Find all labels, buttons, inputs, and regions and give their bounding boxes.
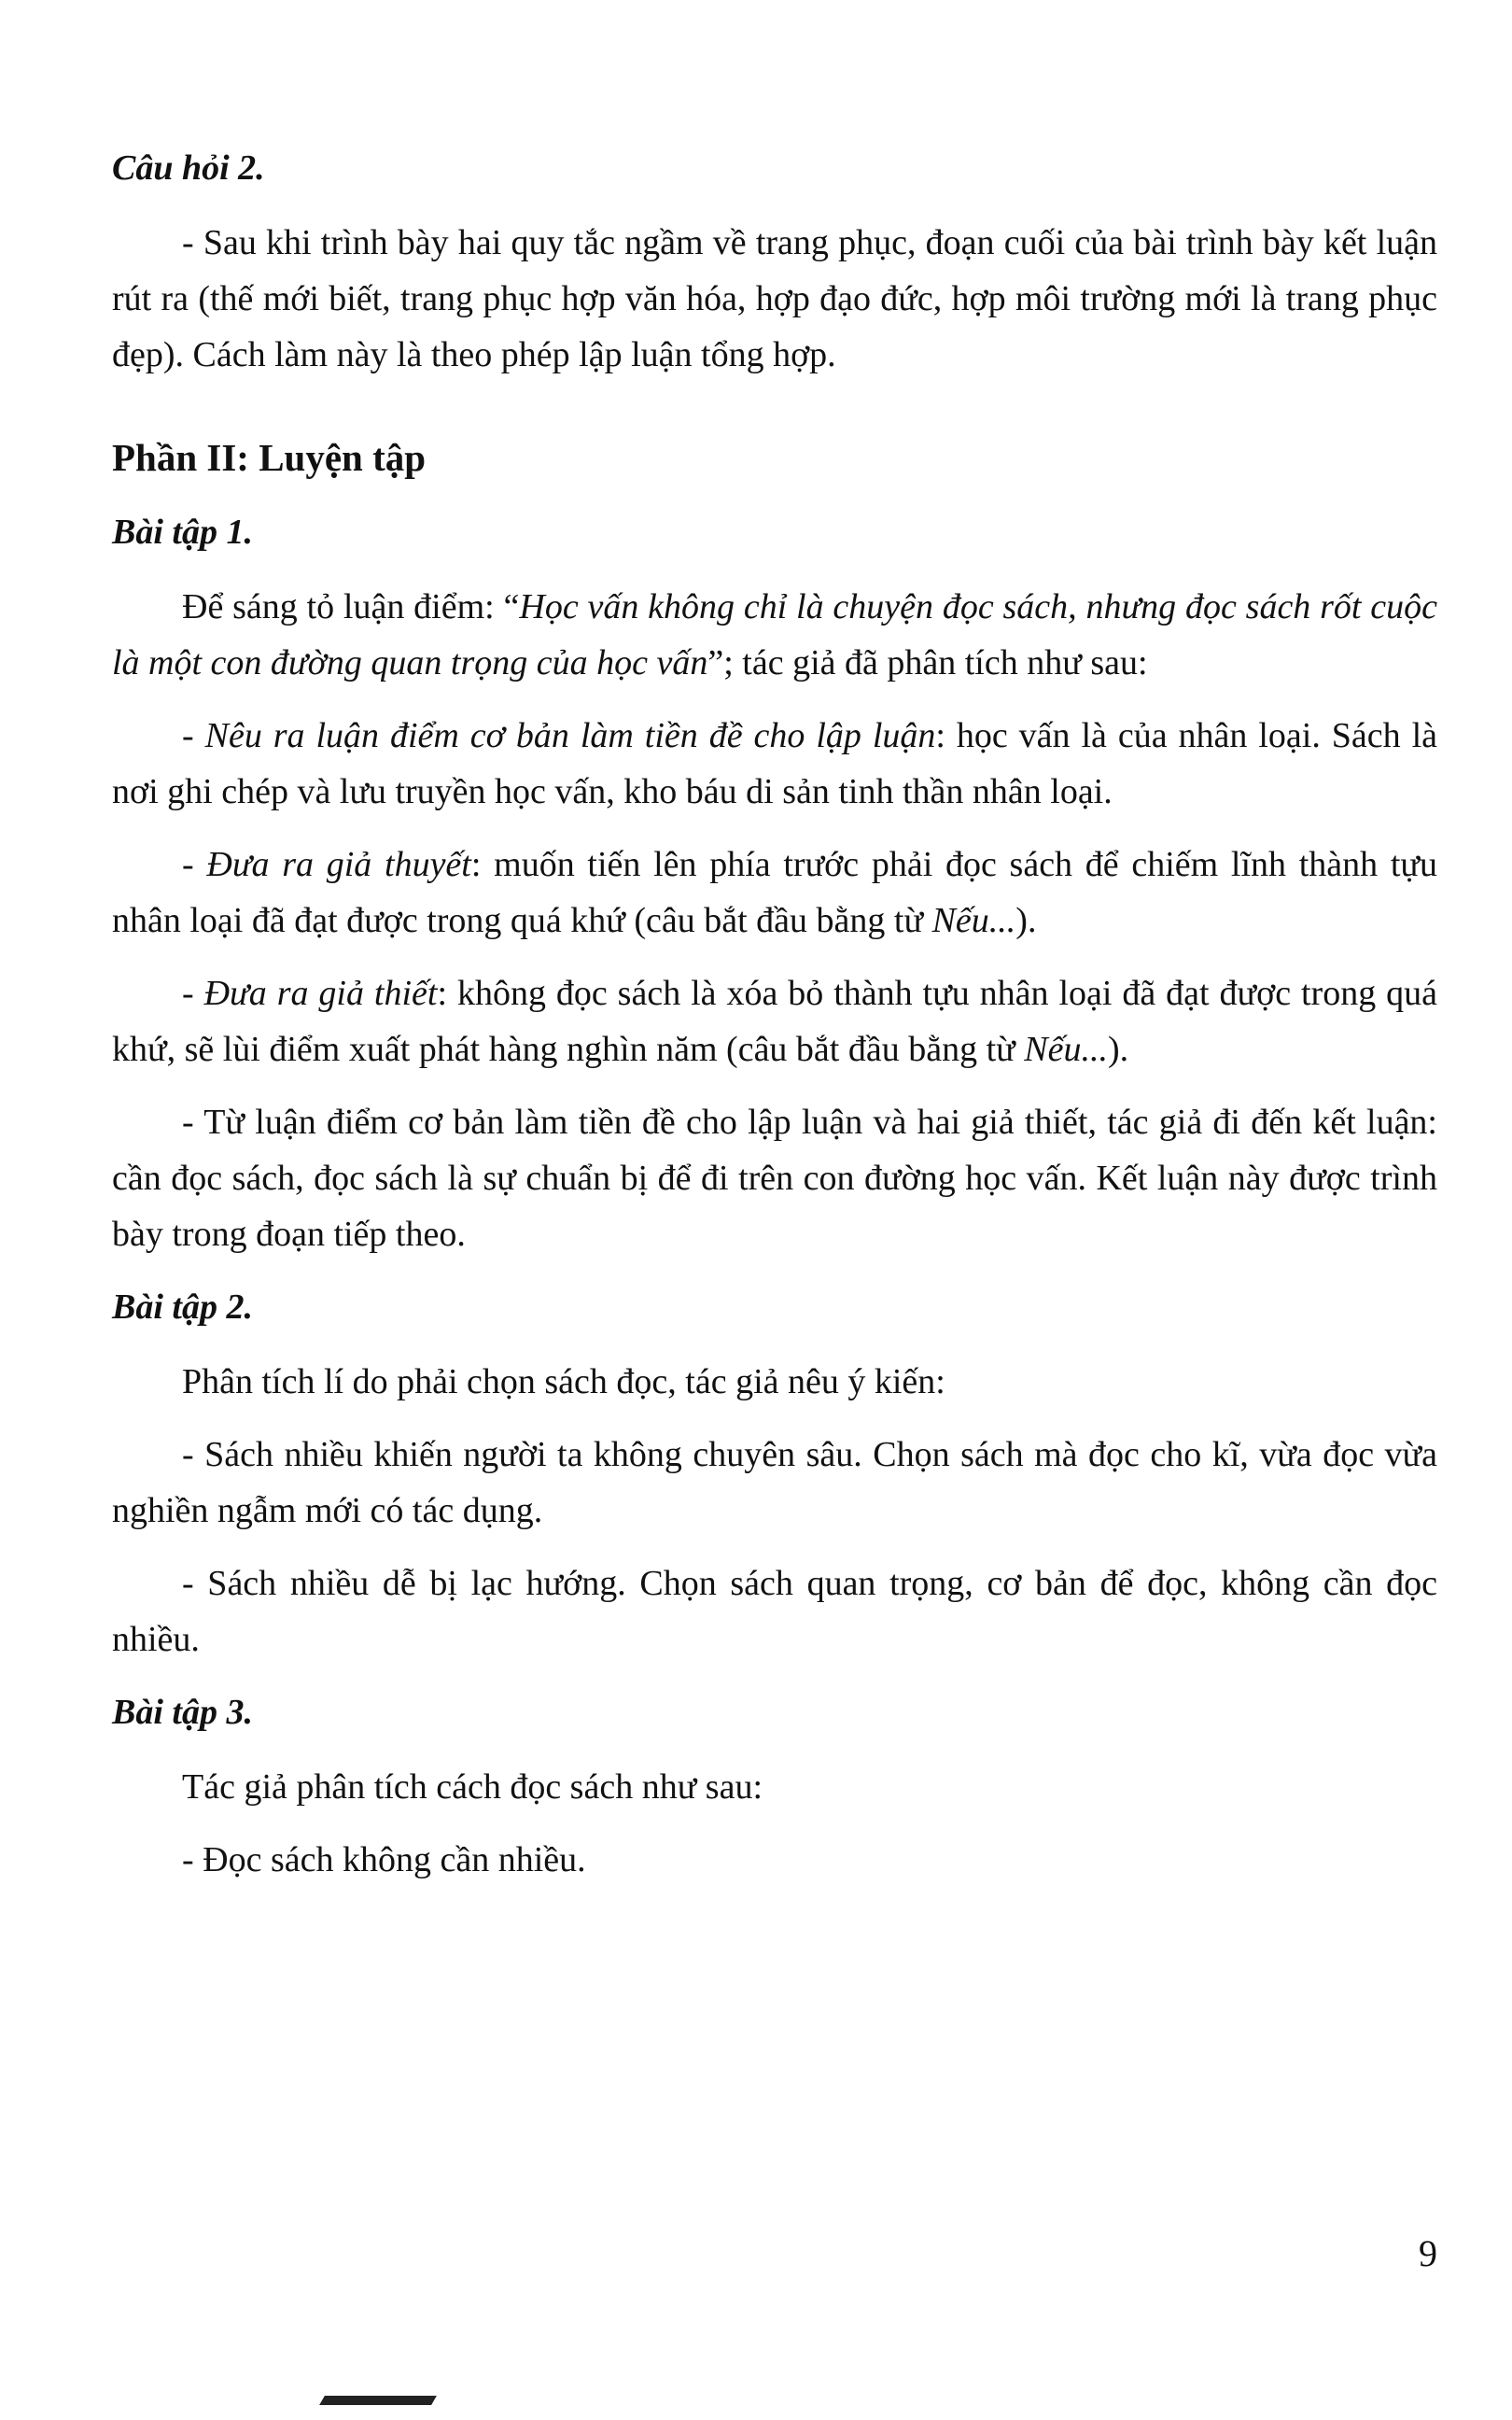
bai-tap-2-item-2: - Sách nhiều dễ bị lạc hướng. Chọn sách quan trọng, cơ bản để đọc, không cần đọc nhiều. [112,1564,1437,1659]
item-3-label: Đưa ra giả thiết [203,974,438,1013]
bai-tap-1-heading: Bài tập 1. [112,513,253,552]
intro-text-b: ”; tác giả đã phân tích như sau: [707,643,1148,682]
bai-tap-2-intro: Phân tích lí do phải chọn sách đọc, tác giả nêu ý kiến: [182,1362,945,1401]
item-2-text: : muốn tiến lên phía trước phải đọc sách để chiếm lĩnh thành tựu nhân loại đã đạt được trong quá khứ (câu bắt đầu bằng từ [112,845,1438,940]
bai-tap-1-item-2: - Đưa ra giả thuyết: muốn tiến lên phía trước phải đọc sách để chiếm lĩnh thành tựu nhân loại đã đạt được trong quá khứ (câu bắt đầu bằng từ Nếu...). [112,845,1438,940]
bai-tap-1-item-3: - Đưa ra giả thiết: không đọc sách là xóa bỏ thành tựu nhân loại đã đạt được trong quá khứ, sẽ lùi điểm xuất phát hàng nghìn năm (câu bắt đầu bằng từ Nếu...). [112,974,1438,1069]
item-2-label: Đưa ra giả thuyết [206,845,471,884]
intro-quote: Học vấn không chỉ là chuyện đọc sách, nhưng đọc sách rốt cuộc là một con đường quan trọng của học vấn [112,587,1437,682]
bai-tap-3-heading: Bài tập 3. [112,1693,253,1732]
scan-artifact-mark [319,2396,437,2405]
item-1-text: : học vấn là của nhân loại. Sách là nơi ghi chép và lưu truyền học vấn, kho báu di sản tinh thần nhân loại. [112,716,1437,811]
phan-ii-heading: Phần II: Luyện tập [112,436,427,479]
item-3-ref: Nếu... [1024,1030,1108,1069]
page-body [112,140,1437,1905]
cau-hoi-2-heading: Câu hỏi 2. [112,148,265,188]
bai-tap-2-item-1: - Sách nhiều khiến người ta không chuyên sâu. Chọn sách mà đọc cho kĩ, vừa đọc vừa nghiền ngẫm mới có tác dụng. [112,1435,1437,1530]
item-3-end: ). [1107,1030,1129,1069]
item-3-text: : không đọc sách là xóa bỏ thành tựu nhân loại đã đạt được trong quá khứ, sẽ lùi điểm xuất phát hàng nghìn năm (câu bắt đầu bằng từ [112,974,1438,1069]
page-number: 9 [1419,2232,1437,2274]
bai-tap-1-intro [112,579,1437,691]
bai-tap-3-intro: Tác giả phân tích cách đọc sách như sau: [182,1767,763,1807]
bai-tap-1-item-4: - Từ luận điểm cơ bản làm tiền đề cho lập luận và hai giả thiết, tác giả đi đến kết luận: cần đọc sách, đọc sách là sự chuẩn bị để đi trên con đường học vấn. Kết luận này được trình bày trong đoạn tiếp theo. [112,1103,1437,1254]
item-1-label: Nêu ra luận điểm cơ bản làm tiền đề cho lập luận [204,716,936,755]
item-2-ref: Nếu... [931,901,1016,940]
bai-tap-2-heading: Bài tập 2. [112,1287,253,1327]
cau-hoi-2-paragraph: - Sau khi trình bày hai quy tắc ngầm về trang phục, đoạn cuối của bài trình bày kết luận rút ra (thế mới biết, trang phục hợp văn hóa, hợp đạo đức, hợp môi trường mới là trang phục đẹp). Cách làm này là theo phép lập luận tổng hợp. [112,223,1437,374]
bai-tap-1-item-1: - Nêu ra luận điểm cơ bản làm tiền đề cho lập luận: học vấn là của nhân loại. Sách là nơi ghi chép và lưu truyền học vấn, kho báu di sản tinh thần nhân loại. [112,716,1437,811]
item-2-end: ). [1015,901,1037,940]
bai-tap-3-item-1: - Đọc sách không cần nhiều. [182,1840,586,1879]
intro-text-a: Để sáng tỏ luận điểm: “ [182,587,520,626]
